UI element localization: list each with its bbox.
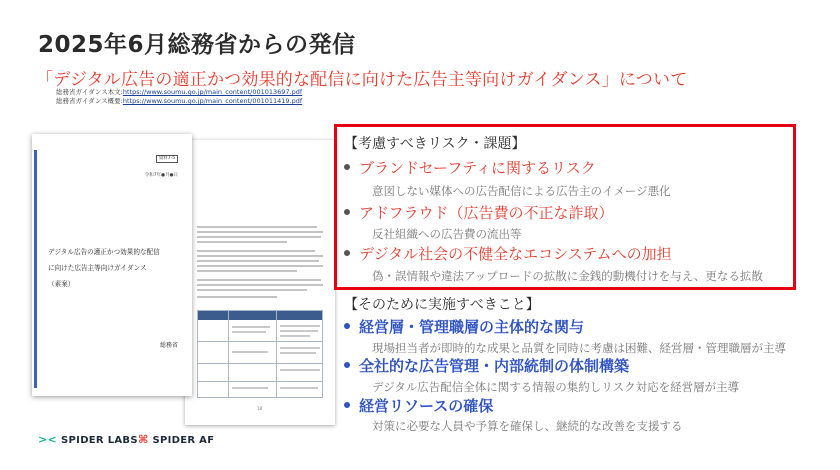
- guidance-summary-link[interactable]: https://www.soumu.go.jp/main_content/001011419.pdf: [122, 97, 303, 105]
- text-line: [197, 255, 323, 257]
- document-title: [48, 244, 186, 292]
- document-page-back: [185, 140, 335, 425]
- bullet-icon: [344, 209, 350, 215]
- link-label: 総務省ガイダンス概要:: [56, 97, 123, 105]
- table-text: [280, 335, 310, 337]
- action-label: 全社的な広告管理・内部統制の体制構築: [359, 357, 630, 375]
- table-text: [280, 352, 316, 354]
- logo-text: SPIDER LABS: [61, 435, 138, 446]
- risk-label: デジタル社会の不健全なエコシステムへの加担: [359, 245, 672, 263]
- text-line: [197, 284, 323, 286]
- text-line: [197, 241, 287, 243]
- page-number: 18: [257, 406, 263, 411]
- table-col-rule: [276, 311, 277, 397]
- spider-labs-mark-icon: ><: [38, 433, 58, 446]
- action-description: デジタル広告配信全体に関する情報の集約しリスク対応を経営層が主導: [372, 380, 740, 394]
- table-text: [232, 387, 268, 389]
- text-line: [197, 270, 297, 272]
- slide-subtitle: 「デジタル広告の適正かつ効果的な配信に向けた広告主等向けガイダンス」について: [36, 70, 688, 90]
- bullet-icon: [344, 323, 350, 329]
- document-cover: [32, 134, 192, 396]
- action-description: 現場担当者が即時的な成果と品質を同時に考慮は困難、経営層・管理職層が主導: [372, 341, 786, 355]
- guidance-link-row: [56, 97, 302, 106]
- text-line: [197, 260, 319, 262]
- spider-labs-logo: [38, 433, 138, 446]
- table-text: [232, 331, 266, 333]
- table-text: [280, 369, 320, 371]
- logo-text: SPIDER AF: [152, 435, 215, 446]
- action-item: [344, 395, 493, 416]
- text-line: [197, 289, 307, 291]
- bullet-icon: [344, 164, 350, 170]
- text-line: [197, 226, 317, 228]
- risk-description: 偽・誤情報や違法アップロードの拡散に金銭的動機付けを与え、更なる拡散: [372, 269, 763, 283]
- document-tag: 資料7-5: [156, 155, 178, 163]
- table-text: [280, 330, 318, 332]
- guidance-link-row: [56, 88, 302, 97]
- bullet-icon: [344, 250, 350, 256]
- bullet-icon: [344, 402, 350, 408]
- risk-item: [344, 157, 596, 178]
- actions-heading: 【そのために実施すべきこと】: [344, 297, 540, 313]
- action-item: [344, 355, 629, 376]
- action-label: 経営リソースの確保: [359, 397, 494, 415]
- document-table: [197, 310, 323, 398]
- risk-item: [344, 243, 672, 264]
- spider-af-logo: [138, 433, 214, 446]
- document-title-line: デジタル広告の適正かつ効果的な配信: [48, 248, 160, 256]
- risk-description: 意図しない媒体への広告配信による広告主のイメージ悪化: [372, 184, 671, 198]
- link-label: 総務省ガイダンス本文:: [56, 88, 123, 96]
- risks-heading: 【考慮すべきリスク・課題】: [344, 136, 526, 152]
- risk-label: アドフラウド（広告費の不正な詐取）: [359, 204, 614, 222]
- guidance-links: [56, 88, 302, 106]
- text-line: [197, 279, 321, 281]
- text-line: [197, 296, 277, 298]
- risk-description: 反社組織への広告費の流出等: [372, 227, 522, 241]
- table-text: [280, 387, 318, 389]
- document-title-line: に向けた広告主等向けガイダンス: [48, 264, 147, 272]
- table-text: [280, 347, 320, 349]
- guidance-body-link[interactable]: https://www.soumu.go.jp/main_content/001013697.pdf: [122, 88, 303, 96]
- action-item: [344, 316, 584, 337]
- text-line: [197, 250, 315, 252]
- document-title-line: （素案）: [48, 280, 75, 288]
- slide-title: 2025年6月総務省からの発信: [38, 32, 356, 58]
- text-line: [197, 231, 323, 233]
- table-text: [280, 325, 320, 327]
- table-text: [232, 351, 268, 353]
- text-line: [197, 236, 321, 238]
- text-line: [197, 265, 323, 267]
- bullet-icon: [344, 362, 350, 368]
- risk-item: [344, 202, 614, 223]
- table-rule: [198, 381, 322, 382]
- action-label: 経営層・管理職層の主体的な関与: [359, 318, 585, 336]
- spider-af-mark-icon: ⌘: [138, 433, 149, 446]
- table-text: [232, 326, 270, 328]
- risk-label: ブランドセーフティに関するリスク: [359, 159, 596, 177]
- cover-accent-bar: [34, 150, 37, 388]
- document-issuer: 総務省: [159, 342, 178, 349]
- table-rule: [198, 341, 322, 342]
- table-header: [198, 311, 322, 320]
- action-description: 対策に必要な人員や予算を確保し、継続的な改善を支援する: [372, 419, 683, 433]
- document-date: 令和7年●月●日: [144, 173, 178, 178]
- table-col-rule: [228, 311, 229, 397]
- table-rule: [198, 363, 322, 364]
